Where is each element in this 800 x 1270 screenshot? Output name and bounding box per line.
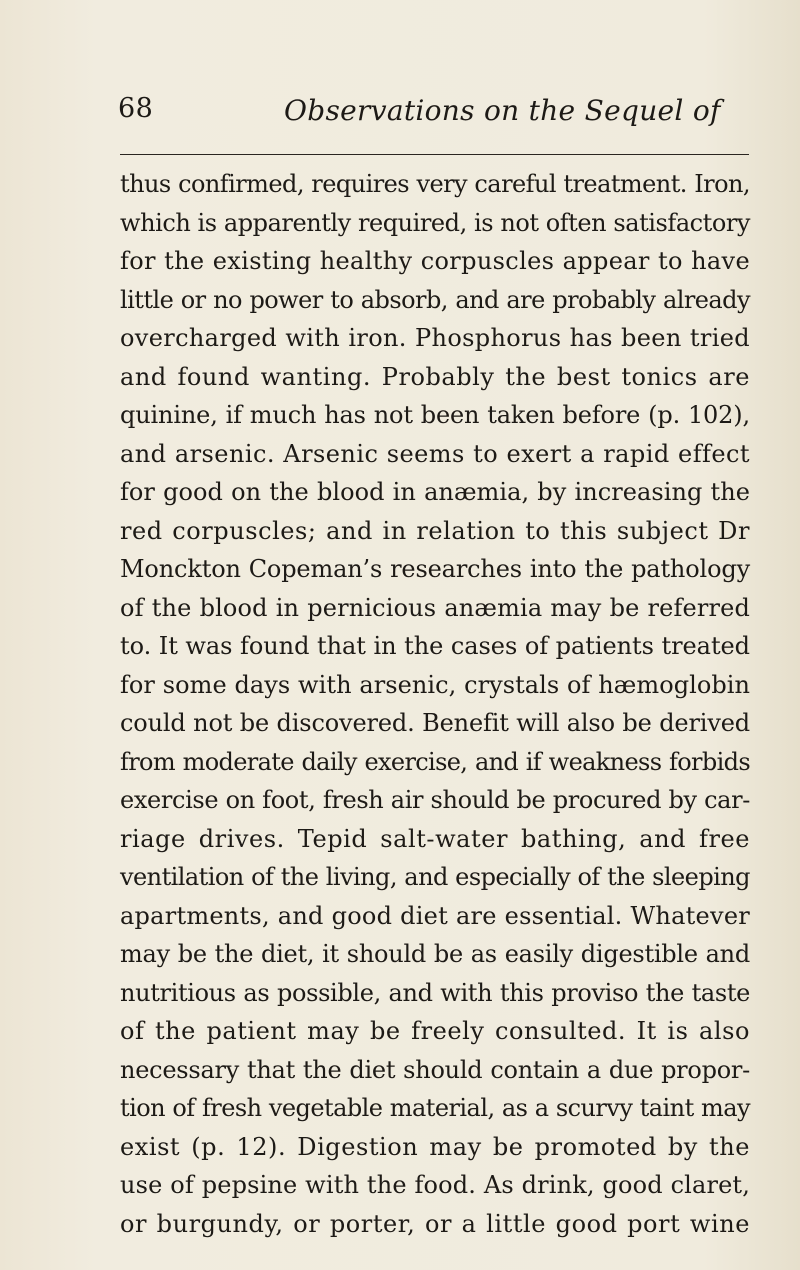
header-rule xyxy=(120,154,749,155)
text-line: quinine, if much has not been taken before (p. 102), xyxy=(120,401,750,429)
text-line: for good on the blood in anæmia, by increasing the xyxy=(120,478,750,506)
text-line: ventilation of the living, and especially of the sleeping xyxy=(120,863,750,891)
text-line: thus confirmed, requires very careful treatment. Iron, xyxy=(120,170,750,198)
body-text xyxy=(120,165,750,1243)
text-line: to. It was found that in the cases of patients treated xyxy=(120,632,750,660)
text-line: riage drives. Tepid salt-water bathing, and free xyxy=(120,824,750,853)
text-line: or burgundy, or porter, or a little good port wine xyxy=(120,1209,750,1238)
text-line: Monckton Copeman’s researches into the pathology xyxy=(120,555,750,583)
text-line: overcharged with iron. Phosphorus has been tried xyxy=(120,324,750,352)
text-line: apartments, and good diet are essential. Whatever xyxy=(120,901,750,930)
text-line: may be the diet, it should be as easily digestible and xyxy=(120,940,750,968)
text-line: could not be discovered. Benefit will also be derived xyxy=(120,709,750,737)
text-line: little or no power to absorb, and are probably already xyxy=(120,285,750,314)
text-line: tion of fresh vegetable material, as a scurvy taint may xyxy=(120,1094,750,1122)
text-line: which is apparently required, is not often satisfactory xyxy=(120,208,750,237)
text-line: red corpuscles; and in relation to this subject Dr xyxy=(120,516,750,545)
text-line: exercise on foot, fresh air should be procured by car- xyxy=(120,786,750,814)
text-line: for the existing healthy corpuscles appear to have xyxy=(120,247,750,275)
text-line: for some days with arsenic, crystals of hæmoglobin xyxy=(120,670,750,699)
text-line: of the blood in pernicious anæmia may be referred xyxy=(120,593,750,622)
text-line: of the patient may be freely consulted. It is also xyxy=(120,1017,750,1045)
text-line: from moderate daily exercise, and if weakness forbids xyxy=(120,747,750,776)
text-line: and found wanting. Probably the best tonics are xyxy=(120,362,750,391)
running-title: Observations on the Sequel of xyxy=(284,94,721,127)
page-number: 68 xyxy=(118,93,154,124)
text-line: necessary that the diet should contain a due propor- xyxy=(120,1055,750,1084)
text-line: nutritious as possible, and with this proviso the taste xyxy=(120,978,750,1007)
text-line: use of pepsine with the food. As drink, good claret, xyxy=(120,1171,750,1199)
text-line: and arsenic. Arsenic seems to exert a rapid effect xyxy=(120,439,750,468)
text-line: exist (p. 12). Digestion may be promoted by the xyxy=(120,1132,750,1161)
